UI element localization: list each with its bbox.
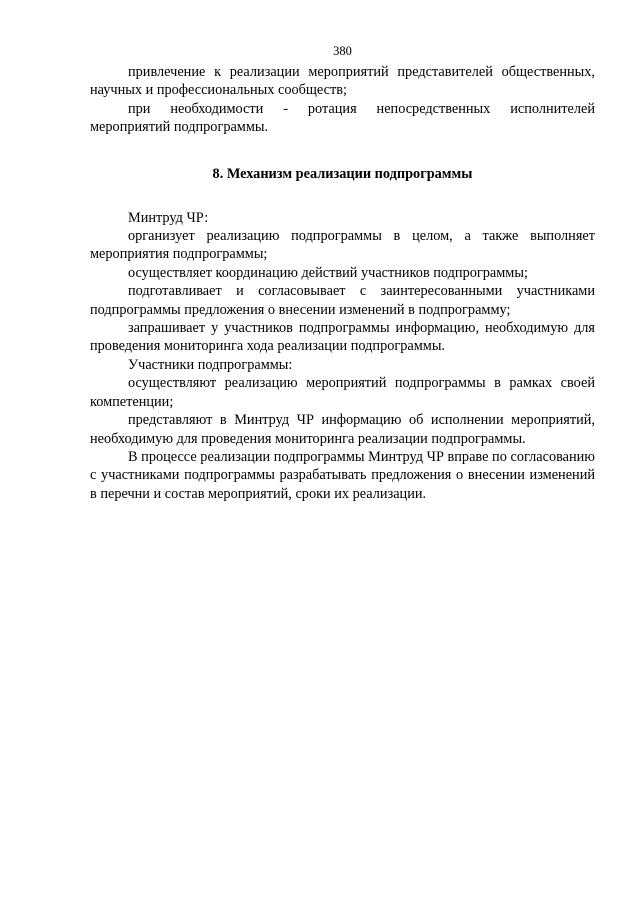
document-page — [90, 44, 595, 503]
paragraph-proposals: В процессе реализации подпрограммы Минтруд ЧР вправе по согласованию с участниками подпрограммы разрабатывать предложения о внесении изменений в перечни и состав мероприятий, сроки их реализации. — [90, 448, 595, 502]
paragraph-coordinates: осуществляет координацию действий участников подпрограммы; — [128, 264, 528, 281]
paragraph-organizes: организует реализацию подпрограммы в целом, а также выполняет мероприятия подпрограммы; — [90, 228, 595, 263]
paragraph-requests: запрашивает у участников подпрограммы информацию, необходимую для проведения мониторинга хода реализации подпрограммы. — [90, 320, 595, 355]
page-number: 380 — [333, 44, 352, 58]
section-heading: 8. Механизм реализации подпрограммы — [212, 165, 473, 182]
paragraph-rotation: при необходимости - ротация непосредственных исполнителей мероприятий подпрограммы. — [90, 100, 595, 136]
paragraph-report: представляют в Минтруд ЧР информацию об исполнении мероприятий, необходимую для проведения мониторинга реализации подпрограммы. — [90, 412, 595, 447]
paragraph-implement: осуществляют реализацию мероприятий подпрограммы в рамках своей компетенции; — [90, 375, 595, 410]
paragraph-participants-label: Участники подпрограммы: — [128, 356, 293, 373]
paragraph-mintrud-label: Минтруд ЧР: — [128, 209, 209, 226]
paragraph-prepares: подготавливает и согласовывает с заинтересованными участниками подпрограммы предложения о внесении изменений в подпрограмму; — [90, 283, 595, 318]
paragraph-involvement: привлечение к реализации мероприятий представителей общественных, научных и профессиональных сообществ; — [90, 64, 595, 99]
